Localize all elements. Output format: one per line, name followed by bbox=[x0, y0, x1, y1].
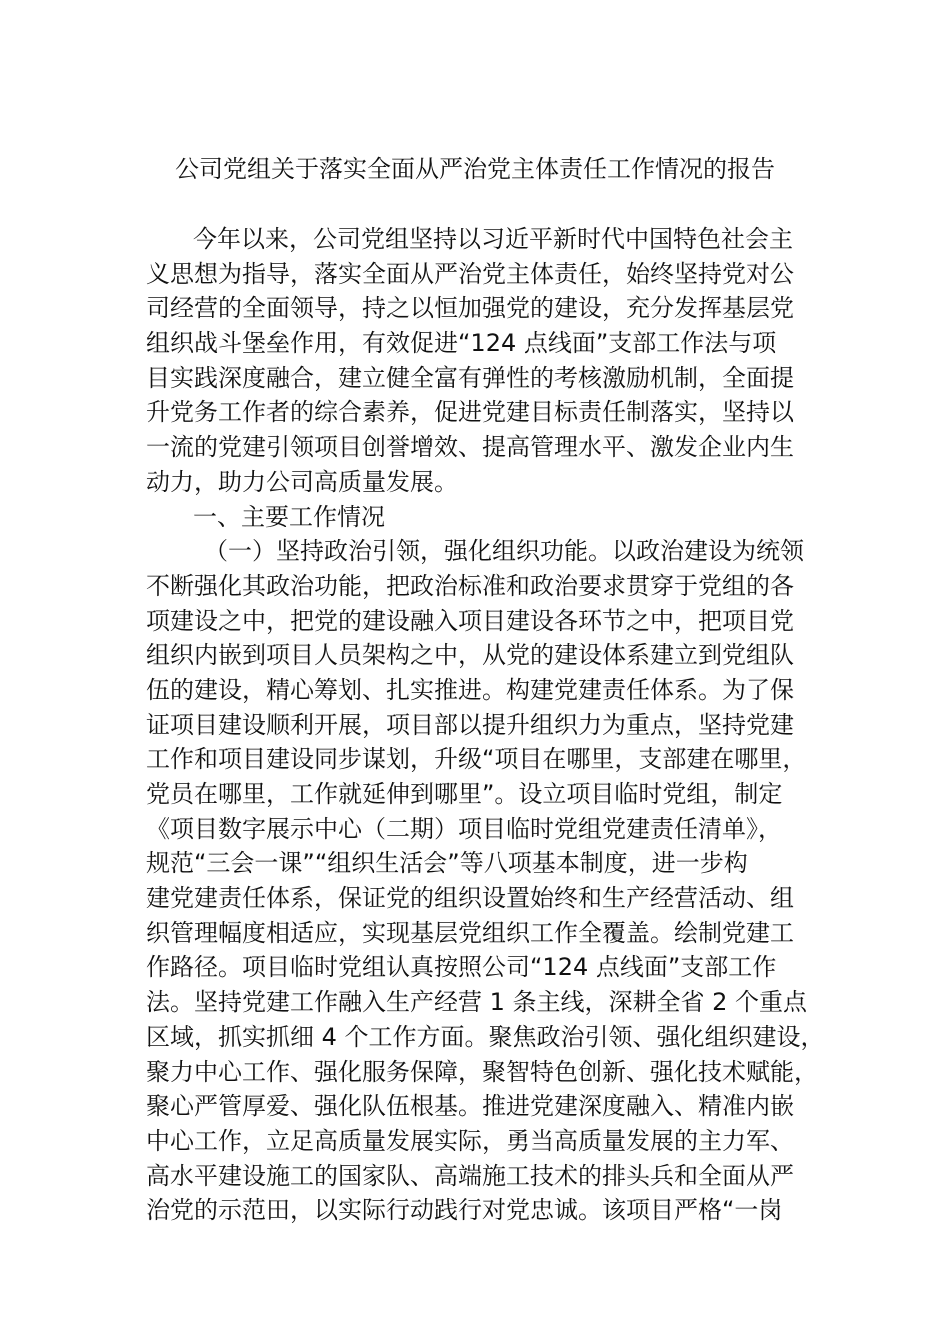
text-line: 司经营的全面领导，持之以恒加强党的建设，充分发挥基层党 bbox=[146, 294, 794, 323]
subsection-heading: （一）坚持政治引领，强化组织功能。以政治建设为统领 bbox=[204, 537, 804, 566]
text-line: 建党建责任体系，保证党的组织设置始终和生产经营活动、组 bbox=[146, 884, 794, 913]
document-body bbox=[146, 222, 825, 1228]
text-line: 伍的建设，精心筹划、扎实推进。构建党建责任体系。为了保 bbox=[146, 675, 794, 704]
text-line: 《项目数字展示中心（二期）项目临时党组党建责任清单》， bbox=[146, 814, 782, 843]
text-line: 证项目建设顺利开展，项目部以提升组织力为重点，坚持党建 bbox=[146, 710, 794, 739]
text-line: 聚力中心工作、强化服务保障，聚智特色创新、强化技术赋能， bbox=[146, 1057, 818, 1086]
text-line: 今年以来，公司党组坚持以习近平新时代中国特色社会主 bbox=[193, 225, 793, 253]
text-line: 项建设之中，把党的建设融入项目建设各环节之中，把项目党 bbox=[146, 606, 794, 635]
text-line: 中心工作，立足高质量发展实际，勇当高质量发展的主力军、 bbox=[146, 1126, 794, 1155]
text-line: 义思想为指导，落实全面从严治党主体责任，始终坚持党对公 bbox=[146, 259, 794, 288]
text-line: 织管理幅度相适应，实现基层党组织工作全覆盖。绘制党建工 bbox=[146, 918, 794, 947]
section-heading: 一、主要工作情况 bbox=[193, 502, 385, 531]
text-line: 一流的党建引领项目创誉增效、提高管理水平、激发企业内生 bbox=[146, 433, 794, 462]
text-line: 聚心严管厚爱、强化队伍根基。推进党建深度融入、精准内嵌 bbox=[146, 1092, 794, 1121]
text-line: 区域，抓实抓细 4 个工作方面。聚焦政治引领、强化组织建设， bbox=[146, 1022, 825, 1051]
text-line: 规范“三会一课”“组织生活会”等八项基本制度，进一步构 bbox=[146, 849, 748, 878]
text-line: 高水平建设施工的国家队、高端施工技术的排头兵和全面从严 bbox=[146, 1161, 794, 1190]
text-line: 党员在哪里，工作就延伸到哪里”。设立项目临时党组，制定 bbox=[146, 780, 783, 808]
text-line: 工作和项目建设同步谋划，升级“项目在哪里，支部建在哪里， bbox=[146, 745, 807, 774]
text-line: 目实践深度融合，建立健全富有弹性的考核激励机制，全面提 bbox=[146, 363, 794, 392]
document-title: 公司党组关于落实全面从严治党主体责任工作情况的报告 bbox=[175, 155, 775, 183]
text-line: 动力，助力公司高质量发展。 bbox=[146, 467, 458, 496]
text-line: 不断强化其政治功能，把政治标准和政治要求贯穿于党组的各 bbox=[146, 571, 794, 600]
text-line: 组织内嵌到项目人员架构之中，从党的建设体系建立到党组队 bbox=[146, 641, 794, 670]
text-line: 升党务工作者的综合素养，促进党建目标责任制落实，坚持以 bbox=[146, 398, 794, 427]
text-line: 法。坚持党建工作融入生产经营 1 条主线，深耕全省 2 个重点 bbox=[146, 988, 808, 1017]
text-line: 组织战斗堡垒作用，有效促进“124 点线面”支部工作法与项 bbox=[146, 329, 777, 358]
text-line: 作路径。项目临时党组认真按照公司“124 点线面”支部工作 bbox=[146, 953, 777, 982]
text-line: 治党的示范田，以实际行动践行对党忠诚。该项目严格“一岗 bbox=[146, 1196, 783, 1225]
